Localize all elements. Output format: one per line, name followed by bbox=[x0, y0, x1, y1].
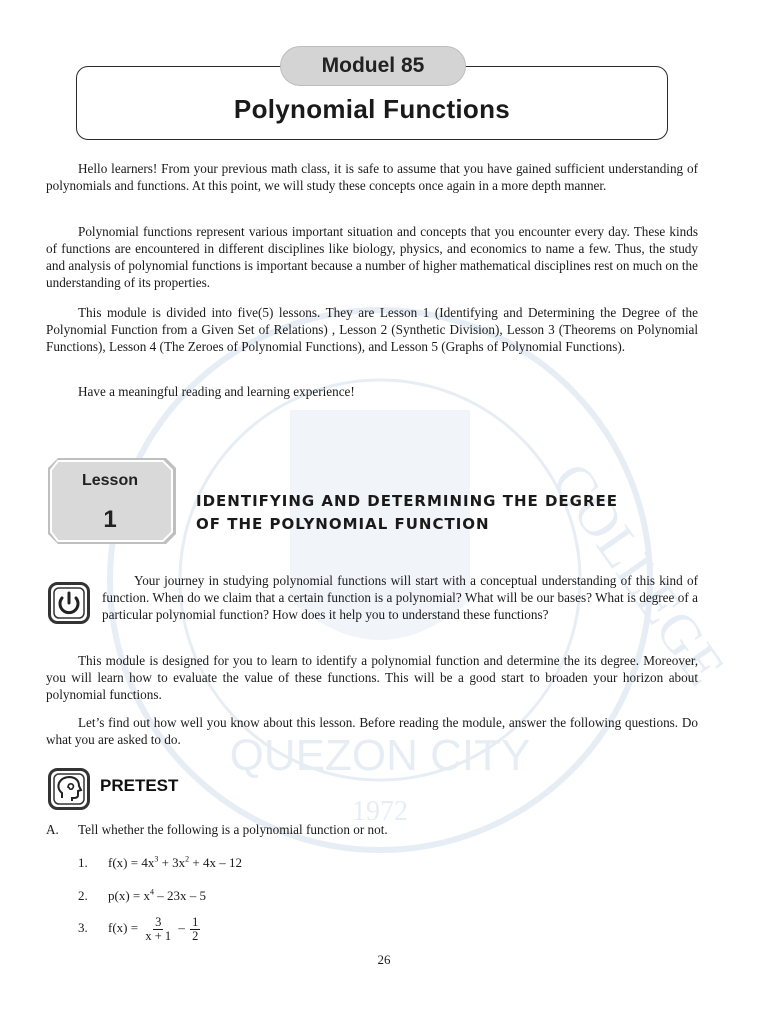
intro-paragraph-3: This module is divided into five(5) lessons. They are Lesson 1 (Identifying and Determining the Degree of the Polynomial Function from a Given Set of Relations) , Lesson 2 (Synthetic Division), Lesson 3 (Theorems on Polynomial Functions), Lesson 4 (The Zeroes of Polynomial Functions), and Lesson 5 (Graphs of Polynomial Functions). bbox=[46, 305, 698, 354]
pretest-item bbox=[78, 916, 202, 943]
watermark-year: 1972 bbox=[352, 796, 408, 827]
item-expression: f(x) = $\frac{3}{x + 1}$ – $\frac{1}{2}$ bbox=[108, 915, 199, 943]
item-number: 3. bbox=[78, 920, 88, 936]
watermark-text-top: COLLEGE bbox=[539, 451, 737, 697]
head-brain-icon bbox=[48, 768, 90, 810]
lesson-title bbox=[196, 490, 676, 536]
lesson-intro-paragraph: Your journey in studying polynomial functions will start with a conceptual understanding of this kind of function. When do we claim that a certain function is a polynomial? What will be our bases? What is degree of a particular polynomial function? How does it help you to understand these functions? bbox=[102, 573, 698, 622]
item-number: 2. bbox=[78, 888, 88, 904]
pretest-heading: PRETEST bbox=[100, 776, 179, 795]
intro-paragraph-4: Have a meaningful reading and learning experience! bbox=[78, 384, 355, 399]
module-title: Polynomial Functions bbox=[233, 94, 511, 124]
pretest-part-instruction: Tell whether the following is a polynomial function or not. bbox=[78, 822, 388, 837]
lesson-title-line-1: IDENTIFYING AND DETERMINING THE DEGREE bbox=[196, 492, 619, 510]
pretest-part-letter: A. bbox=[46, 822, 59, 837]
intro-paragraph-2: Polynomial functions represent various important situation and concepts that you encounter every day. These kinds of functions are encountered in different disciplines like biology, physics, and economics to name a few. Thus, the study and analysis of polynomial functions is important because a number of higher mathematical disciplines rest on much on the understanding of its properties. bbox=[46, 224, 698, 290]
page-number: 26 bbox=[377, 952, 391, 967]
pretest-item bbox=[78, 855, 242, 871]
item-expression: $p(x) = x^4 - 23x - 5$ bbox=[108, 888, 206, 904]
power-icon bbox=[48, 582, 90, 624]
lesson-title-line-2: OF THE POLYNOMIAL FUNCTION bbox=[196, 515, 490, 533]
item-expression: $f(x) = 4x^3 + 3x^2 + 4x - 12$ bbox=[108, 855, 243, 871]
lesson-label: Lesson bbox=[81, 472, 138, 489]
lesson-design-paragraph: This module is designed for you to learn to identify a polynomial function and determine the its degree. Moreover, you will learn how to evaluate the value of these functions. This will be a good start to broaden your horizon about polynomial functions. bbox=[46, 653, 698, 702]
item-number: 1. bbox=[78, 855, 88, 871]
module-number-pill: Moduel 85 bbox=[280, 46, 466, 86]
watermark-text-bottom: QUEZON CITY bbox=[229, 731, 531, 780]
pretest-item bbox=[78, 888, 206, 904]
fraction: $\frac{1}{2}$ bbox=[192, 915, 199, 943]
lesson-findout-paragraph: Let’s find out how well you know about this lesson. Before reading the module, answer the following questions. Do what you are asked to do. bbox=[46, 715, 698, 747]
lesson-number: 1 bbox=[103, 506, 117, 533]
intro-paragraph-1: Hello learners! From your previous math class, it is safe to assume that you have gained sufficient understanding of polynomials and functions. At this point, we will study these concepts once again in a more depth manner. bbox=[46, 161, 698, 193]
pretest-part-a bbox=[46, 822, 388, 838]
fraction: $\frac{3}{x + 1}$ bbox=[145, 915, 172, 943]
